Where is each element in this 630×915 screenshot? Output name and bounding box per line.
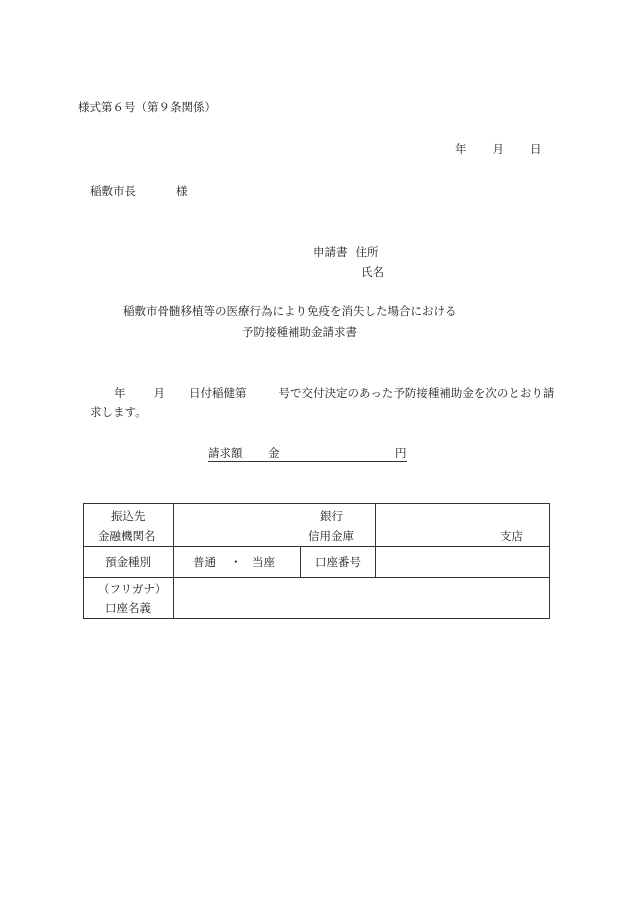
account-holder-label: 口座名義 xyxy=(105,601,151,615)
deposit-current-option[interactable]: 当座 xyxy=(252,555,275,569)
date-year: 年 xyxy=(455,142,467,156)
claim-amount xyxy=(208,446,408,460)
applicant-name-label: 氏名 xyxy=(361,265,384,279)
date-month: 月 xyxy=(492,142,504,156)
bank-suffix: 銀行 xyxy=(320,509,343,523)
transfer-label-cell xyxy=(84,504,174,547)
addressee-name: 稲敷市長 xyxy=(90,184,136,198)
account-holder-cell[interactable] xyxy=(174,578,550,619)
account-holder-label-cell xyxy=(84,578,174,619)
date-day: 日 xyxy=(530,142,542,156)
body-month: 月 xyxy=(153,386,165,400)
claim-kin: 金 xyxy=(268,446,280,460)
claim-underline xyxy=(208,461,407,462)
furigana-label: （フリガナ） xyxy=(98,582,167,596)
applicant-label: 申請書 xyxy=(313,245,348,259)
deposit-type-label: 預金種別 xyxy=(105,555,151,569)
addressee xyxy=(90,184,188,198)
body-text2: 号で交付決定のあった予防接種補助金を次のとおり請 xyxy=(278,386,555,400)
deposit-ordinary-option[interactable]: 普通 xyxy=(193,555,216,569)
date-line xyxy=(455,142,542,156)
branch-suffix: 支店 xyxy=(500,529,523,543)
addressee-honorific: 様 xyxy=(176,184,188,198)
document-title-line2: 予防接種補助金請求書 xyxy=(242,325,357,339)
branch-cell[interactable] xyxy=(376,504,550,547)
applicant-address-row xyxy=(313,245,379,259)
deposit-type-label-cell xyxy=(84,547,174,578)
account-number-cell[interactable] xyxy=(376,547,550,578)
deposit-separator: ・ xyxy=(230,555,242,569)
bank-info-table xyxy=(83,503,550,619)
institution-name-cell[interactable] xyxy=(174,504,376,547)
account-number-label-cell xyxy=(301,547,376,578)
body-year: 年 xyxy=(114,386,126,400)
claim-yen: 円 xyxy=(395,446,407,460)
institution-name-label: 金融機関名 xyxy=(98,529,156,543)
transfer-label: 振込先 xyxy=(111,509,146,523)
document-title-line1: 稲敷市骨髄移植等の医療行為により免疫を消失した場合における xyxy=(123,304,457,318)
claim-label: 請求額 xyxy=(208,446,243,460)
credit-union-suffix: 信用金庫 xyxy=(308,529,354,543)
deposit-type-options-cell[interactable] xyxy=(174,547,301,578)
form-number: 様式第６号（第９条関係） xyxy=(78,100,216,114)
address-label: 住所 xyxy=(355,245,379,259)
body-line1 xyxy=(114,386,554,400)
body-text1: 日付稲健第 xyxy=(189,386,247,400)
account-number-label: 口座番号 xyxy=(315,555,361,569)
body-line2: 求します。 xyxy=(90,405,147,419)
